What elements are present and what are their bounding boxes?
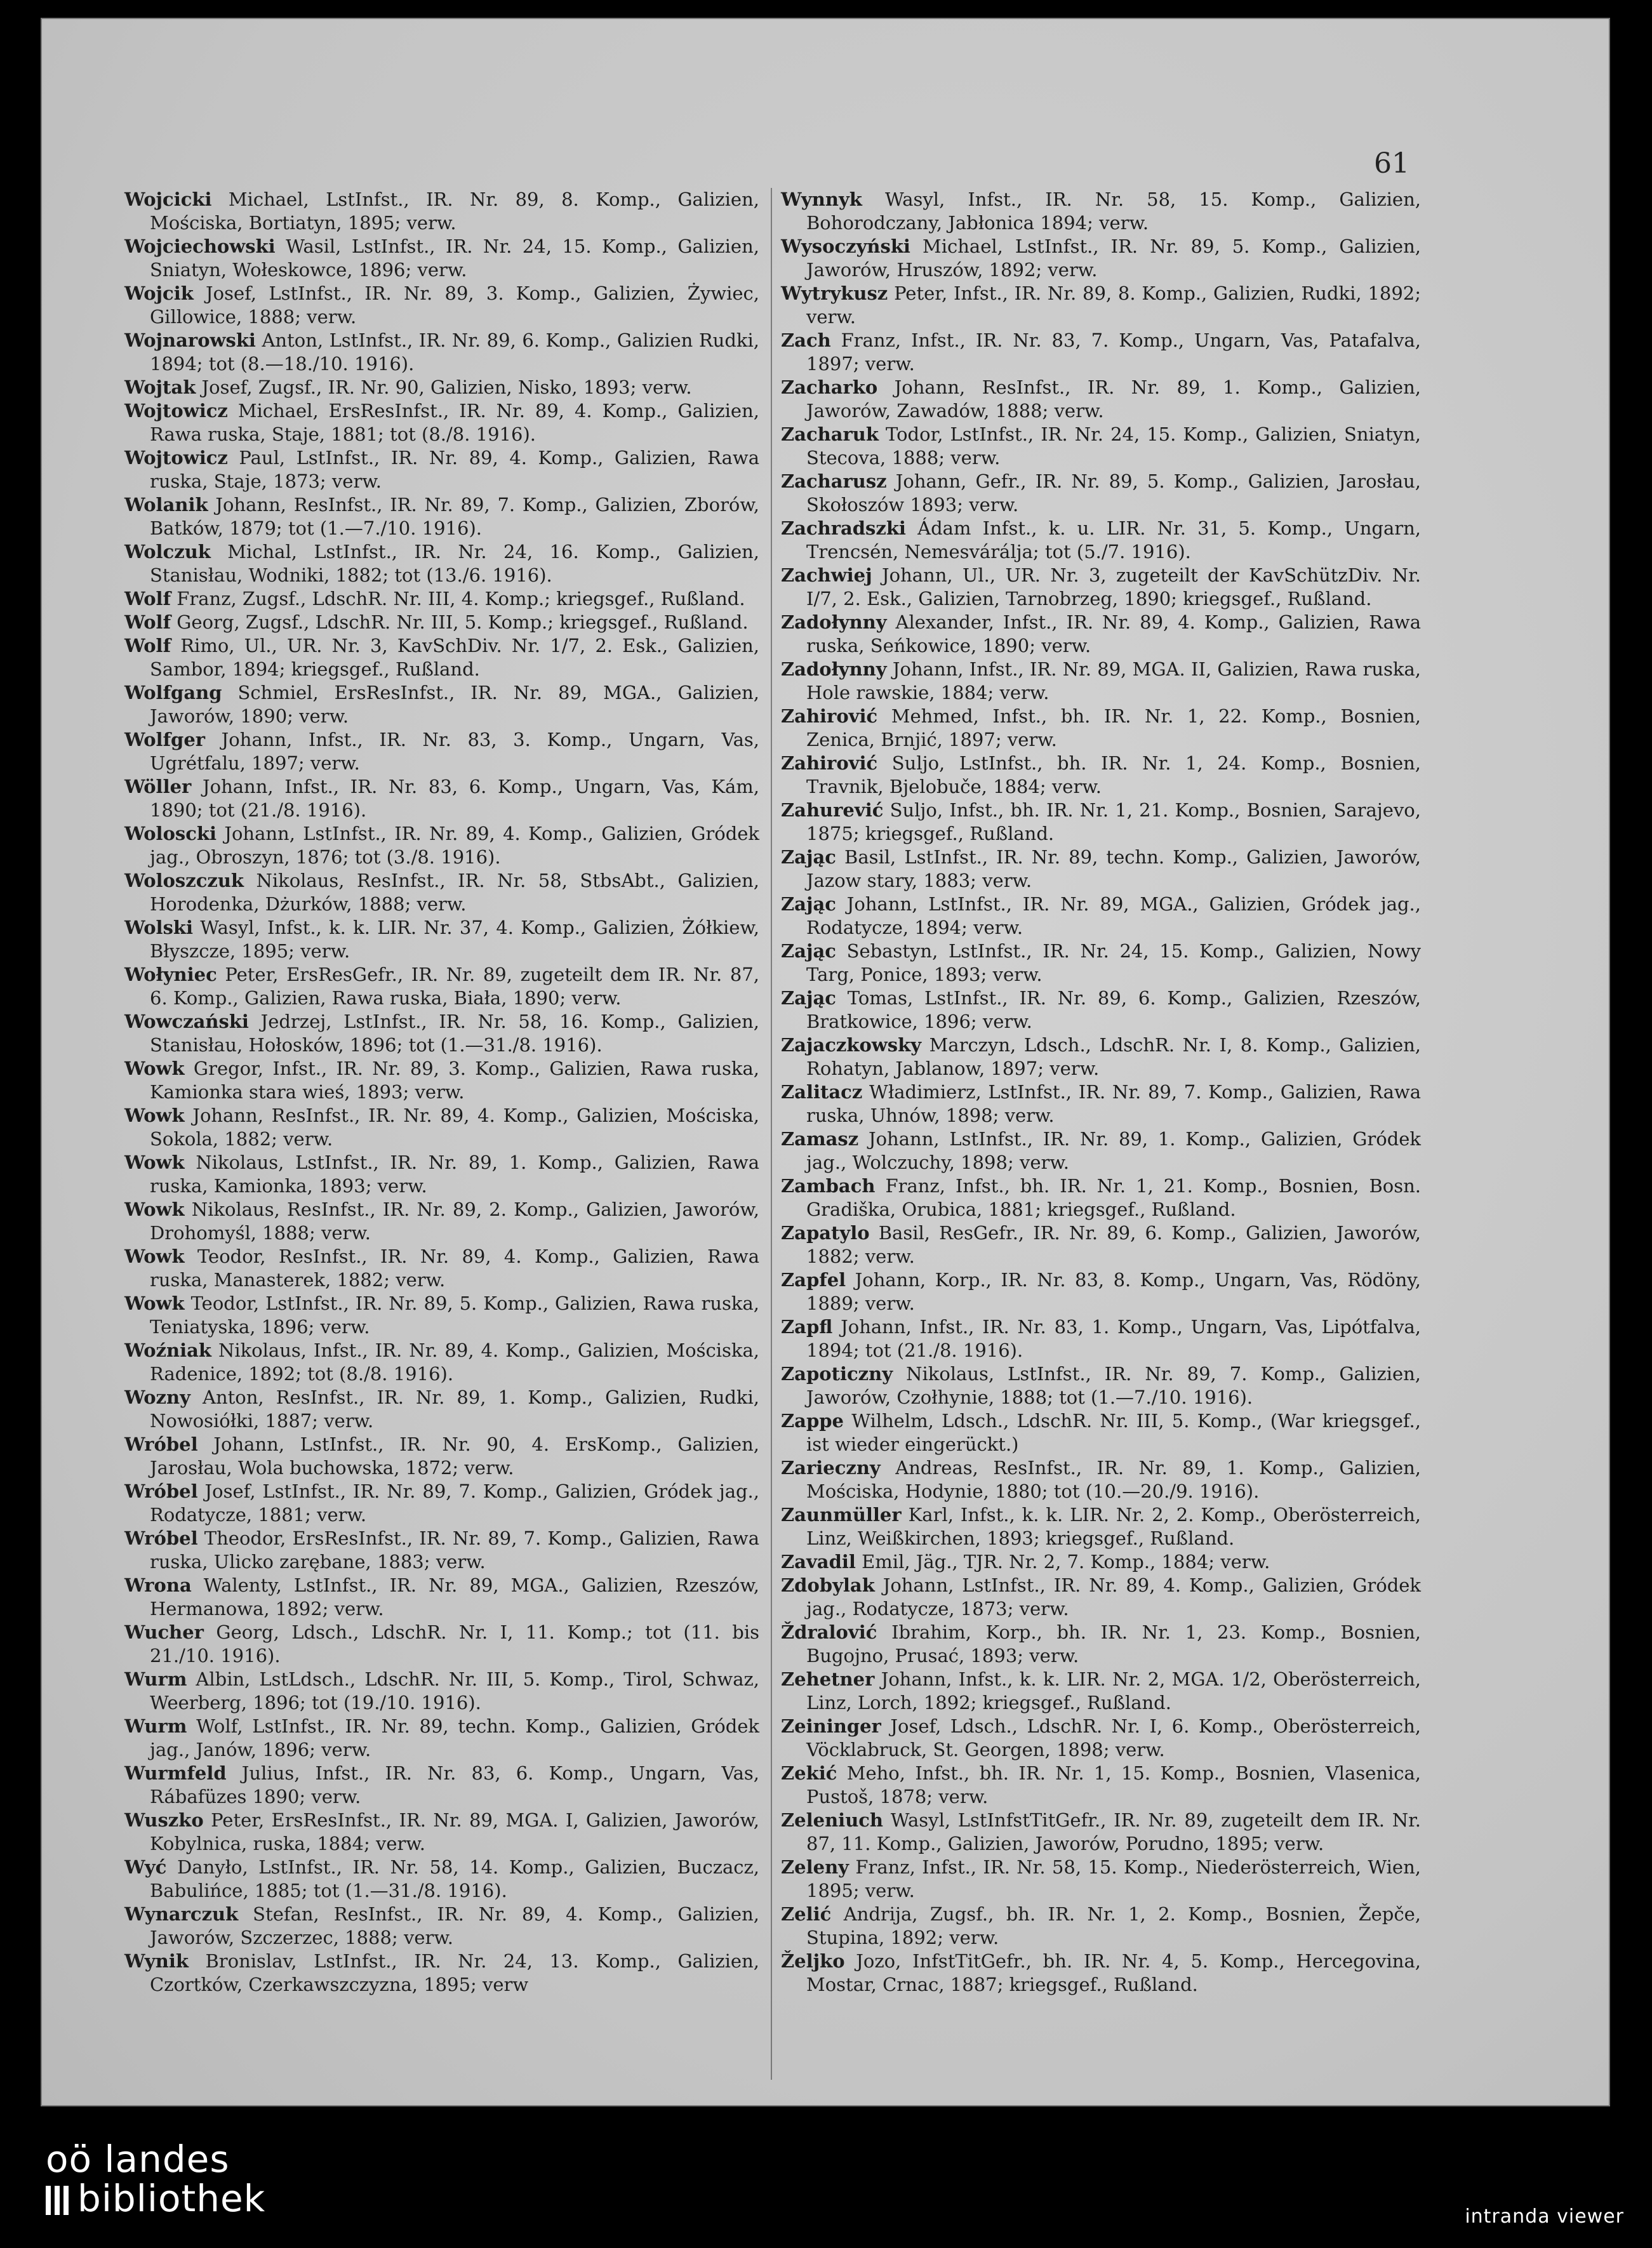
list-item	[781, 1550, 1421, 1574]
entry-surname: Zajaczkowsky	[781, 1034, 922, 1056]
entry-details: Anton, ResInfst., IR. Nr. 89, 1. Komp., Galizien, Rudki, Nowosiółki, 1887; verw.	[150, 1387, 759, 1432]
entry-details: Johann, ResInfst., IR. Nr. 89, 1. Komp., Galizien, Jaworów, Zawadów, 1888; verw.	[806, 376, 1421, 422]
entry-surname: Zahirović	[781, 752, 878, 774]
entry-details: Johann, Ul., UR. Nr. 3, zugeteilt der KavSchützDiv. Nr. I/7, 2. Esk., Galizien, Tarnobrzeg, 1890; kriegsgef., Rußland.	[806, 564, 1421, 609]
entry-details: Teodor, ResInfst., IR. Nr. 89, 4. Komp., Galizien, Rawa ruska, Manasterek, 1882; verw.	[150, 1246, 759, 1291]
entry-details: Johann, Infst., IR. Nr. 83, 1. Komp., Ungarn, Vas, Lipótfalva, 1894; tot (21./8. 1916).	[806, 1316, 1421, 1361]
list-item	[781, 1127, 1421, 1174]
list-item	[124, 681, 759, 728]
entry-details: Emil, Jäg., TJR. Nr. 2, 7. Komp., 1884; verw.	[855, 1551, 1270, 1573]
entry-details: Paul, LstInfst., IR. Nr. 89, 4. Komp., Galizien, Rawa ruska, Staje, 1873; verw.	[150, 447, 759, 492]
entry-surname: Zadołynny	[781, 658, 887, 680]
list-item	[124, 1809, 759, 1856]
list-item	[124, 1762, 759, 1809]
entry-details: Sebastyn, LstInfst., IR. Nr. 24, 15. Komp., Galizien, Nowy Targ, Ponice, 1893; verw.	[806, 940, 1421, 985]
logo-line-2-text: bibliothek	[77, 2177, 266, 2220]
list-item	[781, 1856, 1421, 1903]
entry-surname: Wynik	[124, 1950, 189, 1972]
entry-details: Karl, Infst., k. k. LIR. Nr. 2, 2. Komp., Oberösterreich, Linz, Weißkirchen, 1893; kriegsgef., Rußland.	[806, 1504, 1421, 1549]
entry-details: Walenty, LstInfst., IR. Nr. 89, MGA., Galizien, Rzeszów, Hermanowa, 1892; verw.	[150, 1574, 759, 1619]
entry-details: Teodor, LstInfst., IR. Nr. 89, 5. Komp., Galizien, Rawa ruska, Teniatyska, 1896; verw.	[150, 1293, 759, 1338]
entry-details: Johann, Korp., IR. Nr. 83, 8. Komp., Ungarn, Vas, Rödöny, 1889; verw.	[806, 1269, 1421, 1314]
entry-details: Michael, ErsResInfst., IR. Nr. 89, 4. Komp., Galizien, Rawa ruska, Staje, 1881; tot (8./8. 1916).	[150, 400, 759, 445]
entry-surname: Wrona	[124, 1574, 192, 1596]
entry-details: Nikolaus, LstInfst., IR. Nr. 89, 1. Komp., Galizien, Rawa ruska, Kamionka, 1893; verw.	[150, 1152, 759, 1197]
entry-surname: Wolf	[124, 635, 171, 656]
left-column	[124, 188, 759, 1997]
list-item	[781, 1268, 1421, 1315]
entry-details: Nikolaus, ResInfst., IR. Nr. 58, StbsAbt., Galizien, Horodenka, Dżurków, 1888; verw.	[150, 870, 759, 915]
entry-surname: Zając	[781, 940, 836, 962]
entry-surname: Željko	[781, 1950, 845, 1972]
list-item	[124, 376, 759, 399]
list-item	[124, 1339, 759, 1386]
entry-details: Peter, Infst., IR. Nr. 89, 8. Komp., Galizien, Rudki, 1892; verw.	[806, 283, 1421, 328]
entry-surname: Wojtowicz	[124, 447, 228, 469]
entry-surname: Wysoczyński	[781, 236, 910, 257]
entry-details: Andrija, Zugsf., bh. IR. Nr. 1, 2. Komp., Bosnien, Žepče, Stupina, 1892; verw.	[806, 1903, 1421, 1948]
entry-details: Albin, LstLdsch., LdschR. Nr. III, 5. Komp., Tirol, Schwaz, Weerberg, 1896; tot (19./10. 1916).	[150, 1668, 759, 1713]
list-item	[781, 893, 1421, 940]
entry-details: Wolf, LstInfst., IR. Nr. 89, techn. Komp., Galizien, Gródek jag., Janów, 1896; verw.	[150, 1715, 759, 1760]
entry-details: Ibrahim, Korp., bh. IR. Nr. 1, 23. Komp., Bosnien, Bugojno, Prusać, 1893; verw.	[806, 1621, 1421, 1666]
list-item	[124, 540, 759, 587]
viewer-label[interactable]: intranda viewer	[1465, 2205, 1624, 2228]
entry-details: Johann, LstInfst., IR. Nr. 89, 4. Komp., Galizien, Gródek jag., Rodatycze, 1873; verw.	[806, 1574, 1421, 1619]
list-item	[124, 446, 759, 493]
list-item	[124, 1668, 759, 1715]
list-item	[781, 1456, 1421, 1503]
list-item	[781, 423, 1421, 470]
entry-details: Wasyl, Infst., k. k. LIR. Nr. 37, 4. Komp., Galizien, Żółkiew, Błyszcze, 1895; verw.	[150, 917, 759, 962]
entry-surname: Wolczuk	[124, 541, 211, 562]
list-item	[124, 1104, 759, 1151]
list-item	[781, 1362, 1421, 1409]
entry-surname: Zavadil	[781, 1551, 856, 1573]
entry-surname: Wowk	[124, 1246, 185, 1267]
entry-surname: Zahurević	[781, 799, 884, 821]
entry-details: Wasyl, Infst., IR. Nr. 58, 15. Komp., Galizien, Bohorodczany, Jabłonica 1894; verw.	[806, 189, 1421, 234]
entry-surname: Woloszczuk	[124, 870, 244, 891]
list-item	[781, 282, 1421, 329]
entry-surname: Zacharuk	[781, 423, 879, 445]
entry-details: Peter, ErsResGefr., IR. Nr. 89, zugeteilt dem IR. Nr. 87, 6. Komp., Galizien, Rawa ruska, Biała, 1890; verw.	[150, 964, 759, 1009]
list-item	[124, 1950, 759, 1997]
entry-surname: Wolfger	[124, 729, 206, 750]
entry-details: Michael, LstInfst., IR. Nr. 89, 8. Komp., Galizien, Mościska, Bortiatyn, 1895; verw.	[150, 189, 759, 234]
entry-surname: Wuszko	[124, 1809, 204, 1831]
list-item	[781, 1668, 1421, 1715]
entry-details: Danyło, LstInfst., IR. Nr. 58, 14. Komp., Galizien, Buczacz, Babulińce, 1885; tot (1.—31./8. 1916).	[150, 1856, 759, 1901]
entry-surname: Zappe	[781, 1410, 844, 1432]
entry-details: Wilhelm, Ldsch., LdschR. Nr. III, 5. Komp., (War kriegsgef., ist wieder eingerückt.)	[806, 1410, 1421, 1455]
entry-details: Wasyl, LstInfstTitGefr., IR. Nr. 89, zugeteilt dem IR. Nr. 87, 11. Komp., Galizien, Jaworów, Porudno, 1895; verw.	[806, 1809, 1421, 1854]
entry-surname: Zając	[781, 987, 836, 1009]
list-item	[124, 634, 759, 681]
entry-details: Johann, LstInfst., IR. Nr. 90, 4. ErsKomp., Galizien, Jarosłau, Wola buchowska, 1872; verw.	[150, 1433, 759, 1479]
entry-surname: Wyć	[124, 1856, 167, 1878]
entry-surname: Wojcik	[124, 283, 194, 304]
list-item	[781, 1081, 1421, 1127]
entry-surname: Zając	[781, 846, 836, 868]
entry-surname: Wurm	[124, 1668, 187, 1690]
entry-surname: Zehetner	[781, 1668, 875, 1690]
entry-surname: Wurmfeld	[124, 1762, 227, 1784]
entry-details: Johann, Gefr., IR. Nr. 89, 5. Komp., Galizien, Jarosłau, Skołoszów 1893; verw.	[806, 470, 1421, 515]
entry-surname: Wowk	[124, 1105, 185, 1126]
logo-bars-icon	[46, 2179, 72, 2218]
entry-details: Johann, Infst., IR. Nr. 89, MGA. II, Galizien, Rawa ruska, Hole rawskie, 1884; verw.	[806, 658, 1421, 703]
list-item	[124, 1480, 759, 1527]
list-item	[124, 399, 759, 446]
entry-surname: Wolfgang	[124, 682, 222, 703]
list-item	[781, 705, 1421, 752]
entry-details: Theodor, ErsResInfst., IR. Nr. 89, 7. Komp., Galizien, Rawa ruska, Ulicko zarębane, 1883; verw.	[150, 1527, 759, 1573]
entry-details: Johann, Infst., IR. Nr. 83, 3. Komp., Ungarn, Vas, Ugrétfalu, 1897; verw.	[150, 729, 759, 774]
list-item	[781, 1809, 1421, 1856]
list-item	[124, 493, 759, 540]
list-item	[124, 1292, 759, 1339]
entry-details: Schmiel, ErsResInfst., IR. Nr. 89, MGA., Galizien, Jaworów, 1890; verw.	[150, 682, 759, 727]
scanned-page	[41, 18, 1610, 2106]
column-divider	[771, 188, 772, 2080]
entry-surname: Zapfl	[781, 1316, 833, 1338]
list-item	[124, 1057, 759, 1104]
entry-details: Franz, Zugsf., LdschR. Nr. III, 4. Komp.; kriegsgef., Rußland.	[171, 588, 745, 609]
entry-details: Johann, LstInfst., IR. Nr. 89, 4. Komp., Galizien, Gródek jag., Obroszyn, 1876; tot (3./8. 1916).	[150, 823, 759, 868]
entry-surname: Wöller	[124, 776, 192, 797]
entry-details: Nikolaus, LstInfst., IR. Nr. 89, 7. Komp., Galizien, Jaworów, Czołhynie, 1888; tot (1.—7./10. 1916).	[806, 1363, 1421, 1408]
entry-details: Johann, LstInfst., IR. Nr. 89, MGA., Galizien, Gródek jag., Rodatycze, 1894; verw.	[806, 893, 1421, 938]
entry-details: Basil, ResGefr., IR. Nr. 89, 6. Komp., Galizien, Jaworów, 1882; verw.	[806, 1222, 1421, 1267]
list-item	[124, 1903, 759, 1950]
entry-details: Josef, LstInfst., IR. Nr. 89, 3. Komp., Galizien, Żywiec, Gillowice, 1888; verw.	[150, 283, 759, 328]
list-item	[124, 1151, 759, 1198]
entry-details: Josef, Ldsch., LdschR. Nr. I, 6. Komp., Oberösterreich, Vöcklabruck, St. Georgen, 1898; verw.	[806, 1715, 1421, 1760]
entry-details: Franz, Infst., IR. Nr. 58, 15. Komp., Niederösterreich, Wien, 1895; verw.	[806, 1856, 1421, 1901]
list-item	[124, 1433, 759, 1480]
entry-surname: Zeleniuch	[781, 1809, 884, 1831]
list-item	[781, 611, 1421, 658]
list-item	[124, 1621, 759, 1668]
right-column	[781, 188, 1421, 1997]
entry-surname: Zekić	[781, 1762, 837, 1784]
entry-surname: Wowczański	[124, 1011, 249, 1032]
entry-surname: Wojtowicz	[124, 400, 228, 422]
entry-surname: Wolanik	[124, 494, 208, 515]
list-item	[781, 940, 1421, 987]
entry-details: Georg, Zugsf., LdschR. Nr. III, 5. Komp.; kriegsgef., Rußland.	[171, 611, 749, 633]
list-item	[124, 1856, 759, 1903]
list-item	[781, 188, 1421, 235]
entry-details: Johann, ResInfst., IR. Nr. 89, 7. Komp., Galizien, Zborów, Batków, 1879; tot (1.—7./10. 1916).	[150, 494, 759, 539]
list-item	[124, 1198, 759, 1245]
entry-details: Josef, LstInfst., IR. Nr. 89, 7. Komp., Galizien, Gródek jag., Rodatycze, 1881; verw.	[150, 1480, 759, 1526]
entry-surname: Woźniak	[124, 1340, 211, 1361]
entry-surname: Zapoticzny	[781, 1363, 893, 1385]
entry-details: Suljo, LstInfst., bh. IR. Nr. 1, 24. Komp., Bosnien, Travnik, Bjelobuče, 1884; verw.	[806, 752, 1421, 797]
list-item	[124, 728, 759, 775]
list-item	[781, 376, 1421, 423]
list-item	[124, 1245, 759, 1292]
list-item	[124, 587, 759, 611]
entry-surname: Wynnyk	[781, 189, 862, 210]
entry-surname: Wróbel	[124, 1433, 198, 1455]
entry-surname: Wojcicki	[124, 189, 212, 210]
entry-details: Stefan, ResInfst., IR. Nr. 89, 4. Komp., Galizien, Jaworów, Szczerzec, 1888; verw.	[150, 1903, 759, 1948]
entry-surname: Zapfel	[781, 1269, 846, 1291]
logo-line-1: oö landes	[46, 2138, 230, 2181]
entry-details: Johann, ResInfst., IR. Nr. 89, 4. Komp., Galizien, Mościska, Sokola, 1882; verw.	[150, 1105, 759, 1150]
entry-surname: Zamasz	[781, 1128, 859, 1150]
entry-details: Julius, Infst., IR. Nr. 83, 6. Komp., Ungarn, Vas, Rábafüzes 1890; verw.	[150, 1762, 759, 1807]
list-item	[781, 1034, 1421, 1081]
list-item	[781, 1315, 1421, 1362]
entry-surname: Zachwiej	[781, 564, 872, 586]
entry-details: Gregor, Infst., IR. Nr. 89, 3. Komp., Galizien, Rawa ruska, Kamionka stara wieś, 1893; verw.	[150, 1058, 759, 1103]
list-item	[781, 517, 1421, 564]
entry-surname: Wowk	[124, 1152, 185, 1173]
entry-details: Andreas, ResInfst., IR. Nr. 89, 1. Komp., Galizien, Mościska, Hodynie, 1880; tot (10.—20./9. 1916).	[806, 1457, 1421, 1502]
entry-surname: Zahirović	[781, 705, 878, 727]
entry-details: Mehmed, Infst., bh. IR. Nr. 1, 22. Komp., Bosnien, Zenica, Brnjić, 1897; verw.	[806, 705, 1421, 750]
entry-surname: Zadołynny	[781, 611, 887, 633]
entry-surname: Wołyniec	[124, 964, 217, 985]
entry-details: Jozo, InfstTitGefr., bh. IR. Nr. 4, 5. Komp., Hercegovina, Mostar, Crnac, 1887; kriegsgef., Rußland.	[806, 1950, 1421, 1995]
entry-details: Wasil, LstInfst., IR. Nr. 24, 15. Komp., Galizien, Sniatyn, Wołeskowce, 1896; verw.	[150, 236, 759, 281]
list-item	[124, 1386, 759, 1433]
entry-surname: Ždralović	[781, 1621, 877, 1643]
list-item	[124, 1574, 759, 1621]
list-item	[124, 235, 759, 282]
entry-details: Rimo, Ul., UR. Nr. 3, KavSchDiv. Nr. 1/7, 2. Esk., Galizien, Sambor, 1894; kriegsgef., Rußland.	[150, 635, 759, 680]
entry-surname: Zając	[781, 893, 836, 915]
list-item	[124, 869, 759, 916]
entry-surname: Wowk	[124, 1293, 185, 1314]
entry-surname: Wucher	[124, 1621, 204, 1643]
entry-details: Franz, Infst., bh. IR. Nr. 1, 21. Komp., Bosnien, Bosn. Gradiška, Orubica, 1881; kriegsgef., Rußland.	[806, 1175, 1421, 1220]
entry-surname: Zalitacz	[781, 1081, 863, 1103]
entry-details: Jedrzej, LstInfst., IR. Nr. 58, 16. Komp., Galizien, Stanisłau, Hołosków, 1896; tot (1.—31./8. 1916).	[150, 1011, 759, 1056]
list-item	[781, 1950, 1421, 1997]
list-item	[781, 1715, 1421, 1762]
list-item	[124, 188, 759, 235]
entry-details: Michael, LstInfst., IR. Nr. 89, 5. Komp., Galizien, Jaworów, Hruszów, 1892; verw.	[806, 236, 1421, 281]
entry-details: Alexander, Infst., IR. Nr. 89, 4. Komp., Galizien, Rawa ruska, Seńkowice, 1890; verw.	[806, 611, 1421, 656]
list-item	[781, 564, 1421, 611]
list-item	[124, 1010, 759, 1057]
entry-surname: Zachradszki	[781, 517, 906, 539]
entry-details: Marczyn, Ldsch., LdschR. Nr. I, 8. Komp., Galizien, Rohatyn, Jablanow, 1897; verw.	[806, 1034, 1421, 1079]
entry-surname: Woloscki	[124, 823, 216, 844]
entry-surname: Wolf	[124, 611, 171, 633]
list-item	[781, 658, 1421, 705]
list-item	[124, 329, 759, 376]
list-item	[781, 470, 1421, 517]
list-item	[781, 987, 1421, 1034]
list-item	[124, 1715, 759, 1762]
entry-details: Ádam Infst., k. u. LIR. Nr. 31, 5. Komp., Ungarn, Trencsén, Nemesvárálja; tot (5./7. 1916).	[806, 517, 1421, 562]
list-item	[124, 775, 759, 822]
list-item	[781, 1221, 1421, 1268]
entry-details: Nikolaus, ResInfst., IR. Nr. 89, 2. Komp., Galizien, Jaworów, Drohomyśl, 1888; verw.	[150, 1199, 759, 1244]
entry-surname: Wurm	[124, 1715, 187, 1737]
entry-details: Peter, ErsResInfst., IR. Nr. 89, MGA. I, Galizien, Jaworów, Kobylnica, ruska, 1884; verw.	[150, 1809, 759, 1854]
entry-surname: Wojnarowski	[124, 329, 256, 351]
list-item	[124, 282, 759, 329]
entry-surname: Wolf	[124, 588, 171, 609]
entry-details: Anton, LstInfst., IR. Nr. 89, 6. Komp., Galizien Rudki, 1894; tot (8.—18./10. 1916).	[150, 329, 759, 375]
list-item	[781, 1762, 1421, 1809]
entry-surname: Wynarczuk	[124, 1903, 239, 1925]
list-item	[781, 329, 1421, 376]
logo-line-2	[46, 2179, 265, 2218]
entry-surname: Zdobylak	[781, 1574, 875, 1596]
entry-surname: Wróbel	[124, 1480, 198, 1502]
library-logo[interactable]	[46, 2139, 265, 2218]
entry-details: Georg, Ldsch., LdschR. Nr. I, 11. Komp.; tot (11. bis 21./10. 1916).	[150, 1621, 759, 1666]
entry-surname: Wojciechowski	[124, 236, 276, 257]
list-item	[124, 611, 759, 634]
entry-details: Meho, Infst., bh. IR. Nr. 1, 15. Komp., Bosnien, Vlasenica, Pustoš, 1878; verw.	[806, 1762, 1421, 1807]
list-item	[781, 752, 1421, 799]
list-item	[781, 799, 1421, 846]
entry-details: Johann, LstInfst., IR. Nr. 89, 1. Komp., Galizien, Gródek jag., Wolczuchy, 1898; verw.	[806, 1128, 1421, 1173]
list-item	[124, 1527, 759, 1574]
entry-surname: Zapatylo	[781, 1222, 870, 1244]
list-item	[781, 1574, 1421, 1621]
list-item	[124, 916, 759, 963]
list-item	[781, 1174, 1421, 1221]
entry-surname: Wowk	[124, 1199, 185, 1220]
list-item	[124, 822, 759, 869]
list-item	[781, 1903, 1421, 1950]
list-item	[781, 1409, 1421, 1456]
entry-details: Franz, Infst., IR. Nr. 83, 7. Komp., Ungarn, Vas, Patafalva, 1897; verw.	[806, 329, 1421, 375]
entry-details: Nikolaus, Infst., IR. Nr. 89, 4. Komp., Galizien, Mościska, Radenice, 1892; tot (8./8. 1916).	[150, 1340, 759, 1385]
entry-surname: Zach	[781, 329, 831, 351]
entry-details: Todor, LstInfst., IR. Nr. 24, 15. Komp., Galizien, Sniatyn, Stecova, 1888; verw.	[806, 423, 1421, 469]
entry-details: Michal, LstInfst., IR. Nr. 24, 16. Komp., Galizien, Stanisłau, Wodniki, 1882; tot (13./6. 1916).	[150, 541, 759, 586]
list-item	[781, 1621, 1421, 1668]
entry-surname: Zarieczny	[781, 1457, 881, 1479]
entry-surname: Wojtak	[124, 376, 196, 398]
entry-details: Tomas, LstInfst., IR. Nr. 89, 6. Komp., Galizien, Rzeszów, Bratkowice, 1896; verw.	[806, 987, 1421, 1032]
entry-details: Władimierz, LstInfst., IR. Nr. 89, 7. Komp., Galizien, Rawa ruska, Uhnów, 1898; verw.	[806, 1081, 1421, 1126]
entry-surname: Wowk	[124, 1058, 185, 1079]
entry-details: Suljo, Infst., bh. IR. Nr. 1, 21. Komp., Bosnien, Sarajevo, 1875; kriegsgef., Rußland.	[806, 799, 1421, 844]
entry-surname: Zeininger	[781, 1715, 881, 1737]
list-item	[781, 846, 1421, 893]
entry-surname: Zaunmüller	[781, 1504, 902, 1526]
entry-details: Johann, Infst., IR. Nr. 83, 6. Komp., Ungarn, Vas, Kám, 1890; tot (21./8. 1916).	[150, 776, 759, 821]
entry-details: Josef, Zugsf., IR. Nr. 90, Galizien, Nisko, 1893; verw.	[196, 376, 692, 398]
entry-surname: Zambach	[781, 1175, 876, 1197]
list-item	[781, 1503, 1421, 1550]
entry-details: Bronislav, LstInfst., IR. Nr. 24, 13. Komp., Galizien, Czortków, Czerkawszczyzna, 1895; verw	[150, 1950, 759, 1995]
entry-surname: Wolski	[124, 917, 193, 938]
entry-details: Johann, Infst., k. k. LIR. Nr. 2, MGA. 1/2, Oberösterreich, Linz, Lorch, 1892; kriegsgef., Rußland.	[806, 1668, 1421, 1713]
entry-surname: Zacharko	[781, 376, 878, 398]
page-number: 61	[1374, 147, 1409, 180]
list-item	[124, 963, 759, 1010]
entry-surname: Zacharusz	[781, 470, 887, 492]
entry-surname: Wozny	[124, 1387, 190, 1408]
entry-surname: Zeleny	[781, 1856, 849, 1878]
entry-details: Basil, LstInfst., IR. Nr. 89, techn. Komp., Galizien, Jaworów, Jazow stary, 1883; verw.	[806, 846, 1421, 891]
entry-surname: Wróbel	[124, 1527, 198, 1549]
list-item	[781, 235, 1421, 282]
entry-surname: Wytrykusz	[781, 283, 888, 304]
entry-surname: Zelić	[781, 1903, 832, 1925]
